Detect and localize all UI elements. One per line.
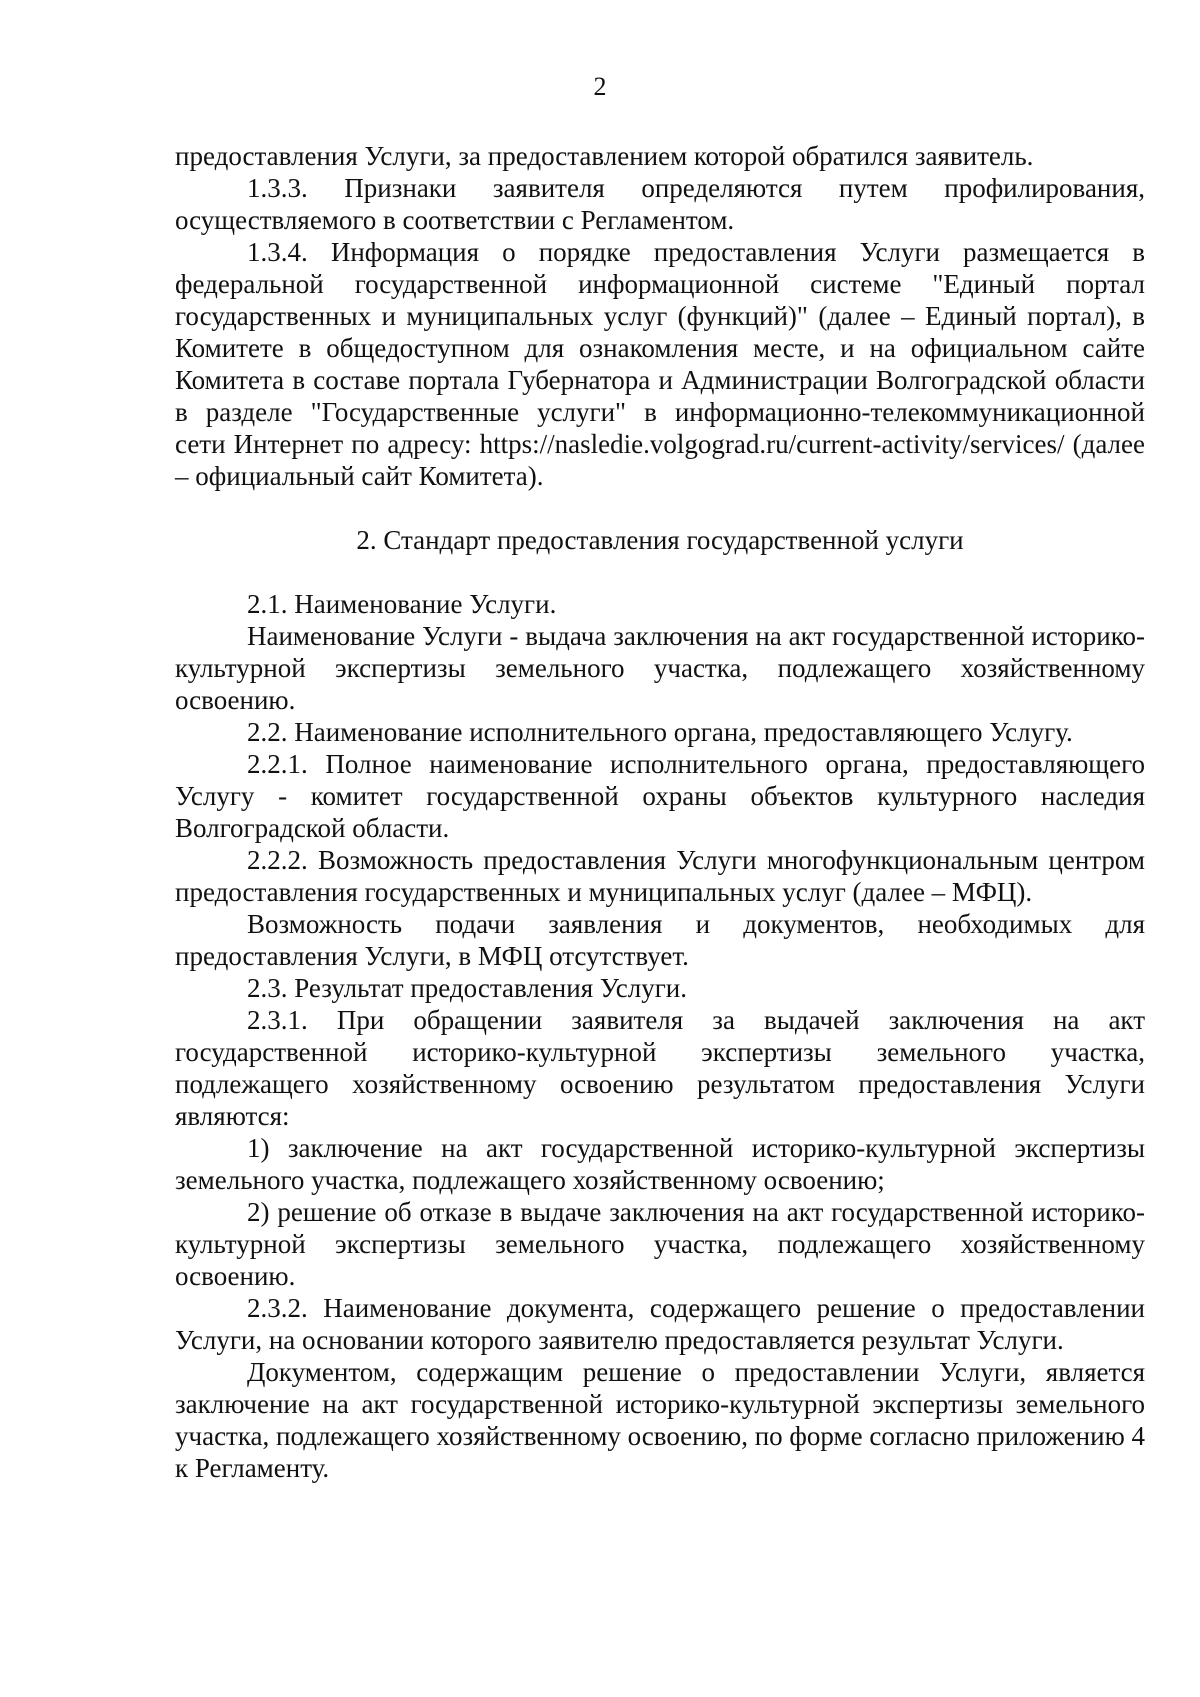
paragraph-1-3-4: 1.3.4. Информация о порядке предоставления Услуги размещается в федеральной государственной информационной системе "Единый портал государственных и муниципальных услуг (функций)" (далее – Единый портал), в Комитете в общедоступном для ознакомления месте, и на официальном сайте Комитета в составе портала Губернатора и Администрации Волгоградской области в разделе "Государственные услуги" в информационно-телекоммуникационной сети Интернет по адресу: https://nasledie.volgograd.ru/current-activity/services/ (далее – официальный сайт Комитета).: [175, 237, 1145, 491]
paragraph-document: Документом, содержащим решение о предоставлении Услуги, является заключение на акт государственной историко-культурной экспертизы земельного участка, подлежащего хозяйственному освоению, по форме согласно приложению 4 к Регламенту.: [175, 1357, 1145, 1483]
paragraph-2-2-1: 2.2.1. Полное наименование исполнительного органа, предоставляющего Услугу - комитет государственной охраны объектов культурного наследия Волгоградской области.: [175, 749, 1145, 843]
page-number: 2: [593, 72, 607, 101]
list-item-1: 1) заключение на акт государственной историко-культурной экспертизы земельного участка, подлежащего хозяйственному освоению;: [175, 1133, 1145, 1195]
paragraph-mfc: Возможность подачи заявления и документов, необходимых для предоставления Услуги, в МФЦ отсутствует.: [175, 909, 1145, 971]
paragraph-continuation: предоставления Услуги, за предоставлением которой обратился заявитель.: [175, 141, 1034, 171]
paragraph-2-3: 2.3. Результат предоставления Услуги.: [247, 973, 687, 1003]
document-body: [175, 140, 1145, 1484]
paragraph-service-name: Наименование Услуги - выдача заключения на акт государственной историко-культурной экспертизы земельного участка, подлежащего хозяйственному освоению.: [175, 621, 1145, 715]
paragraph-2-3-2: 2.3.2. Наименование документа, содержащего решение о предоставлении Услуги, на основании которого заявителю предоставляется результат Услуги.: [175, 1293, 1145, 1355]
paragraph-2-2: 2.2. Наименование исполнительного органа, предоставляющего Услугу.: [247, 717, 1073, 747]
paragraph-2-1: 2.1. Наименование Услуги.: [247, 589, 557, 619]
list-item-2: 2) решение об отказе в выдаче заключения на акт государственной историко-культурной экспертизы земельного участка, подлежащего хозяйственному освоению.: [175, 1197, 1145, 1291]
section-heading: 2. Стандарт предоставления государственной услуги: [356, 525, 964, 555]
paragraph-2-3-1: 2.3.1. При обращении заявителя за выдачей заключения на акт государственной историко-культурной экспертизы земельного участка, подлежащего хозяйственному освоению результатом предоставления Услуги являются:: [175, 1005, 1145, 1131]
paragraph-1-3-3: 1.3.3. Признаки заявителя определяются путем профилирования, осуществляемого в соответствии с Регламентом.: [175, 173, 1145, 235]
paragraph-2-2-2: 2.2.2. Возможность предоставления Услуги многофункциональным центром предоставления государственных и муниципальных услуг (далее – МФЦ).: [175, 845, 1145, 907]
